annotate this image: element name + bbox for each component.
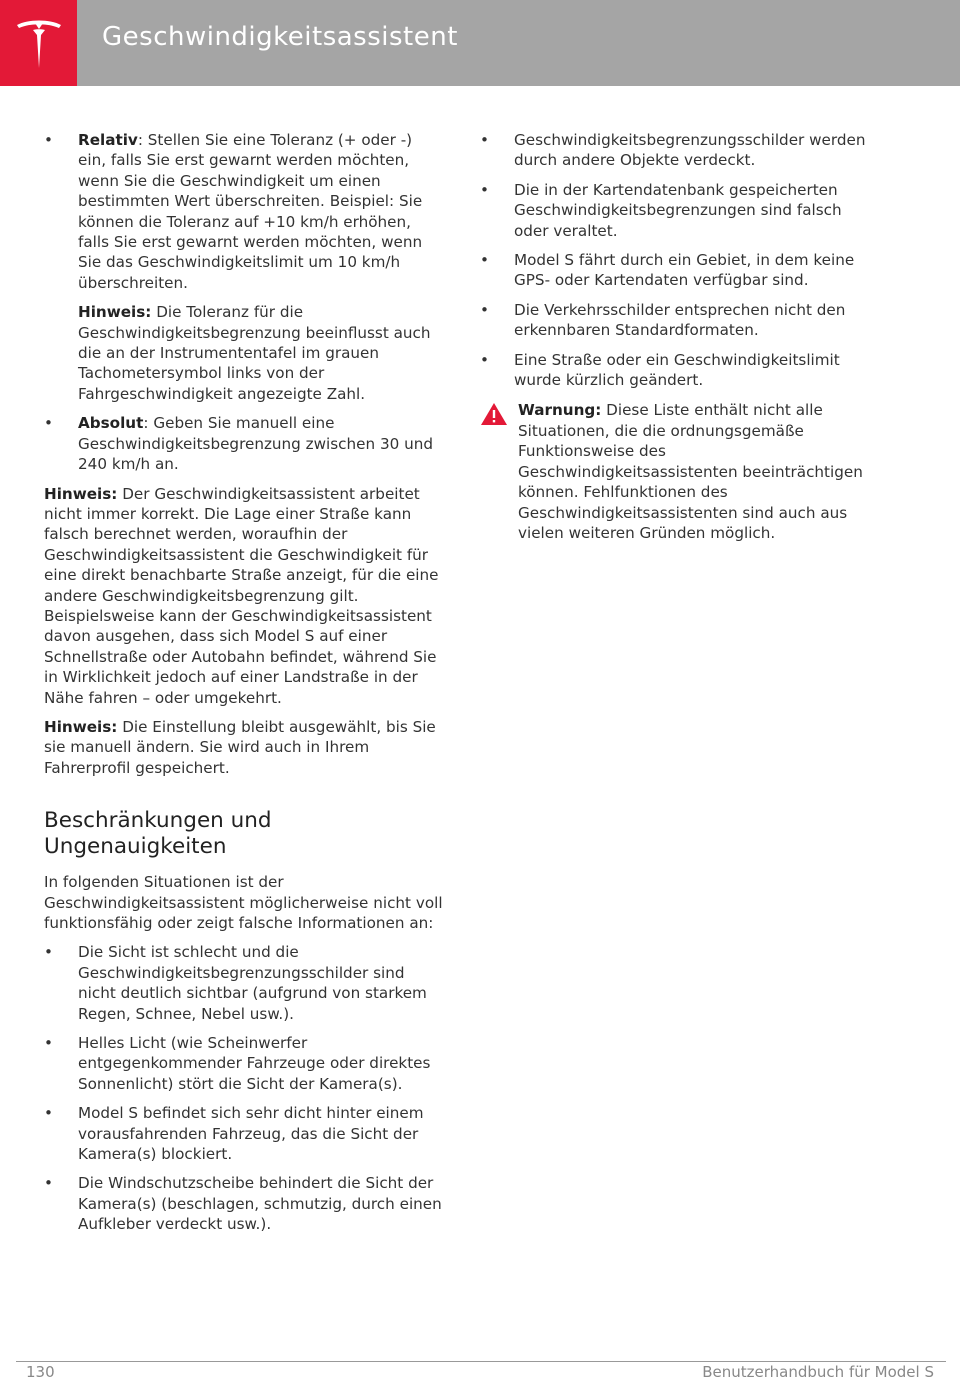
note-label: Hinweis:	[44, 484, 118, 503]
brand-logo	[0, 0, 77, 86]
footer-title: Benutzerhandbuch für Model S	[702, 1363, 934, 1381]
list-item: • Die Windschutzscheibe behindert die Sicht der Kamera(s) (beschlagen, schmutzig, durch einen Aufkleber verdeckt usw.).	[44, 1173, 444, 1234]
list-item	[44, 413, 444, 474]
left-column	[44, 130, 444, 1244]
note-text: Die Toleranz für die Geschwindigkeitsbegrenzung beeinflusst auch die an der Instrumententafel im grauen Tachometersymbol links von der Fahrgeschwindigkeit angezeigte Zahl.	[78, 303, 431, 403]
list-item: • Model S befindet sich sehr dicht hinter einem vorausfahrenden Fahrzeug, das die Sicht der Kamera(s) blockiert.	[44, 1103, 444, 1164]
option-text: : Geben Sie manuell eine Geschwindigkeitsbegrenzung zwischen 30 und 240 km/h an.	[78, 414, 433, 474]
page-header	[0, 0, 960, 86]
tesla-logo-icon	[14, 16, 64, 70]
note-label: Hinweis:	[78, 303, 152, 322]
note	[44, 302, 444, 404]
footer-divider	[16, 1361, 946, 1362]
option-list	[44, 130, 444, 293]
warning-box	[480, 400, 880, 543]
list-item: • Die Sicht ist schlecht und die Geschwindigkeitsbegrenzungsschilder sind nicht deutlich sichtbar (aufgrund von starkem Regen, Schnee, Nebel usw.).	[44, 942, 444, 1024]
list-item: • Helles Licht (wie Scheinwerfer entgegenkommender Fahrzeuge oder direktes Sonnenlicht) stört die Sicht der Kamera(s).	[44, 1033, 444, 1094]
list-item: • Model S fährt durch ein Gebiet, in dem keine GPS- oder Kartendaten verfügbar sind.	[480, 250, 880, 291]
section-intro: In folgenden Situationen ist der Geschwindigkeitsassistent möglicherweise nicht voll funktionsfähig oder zeigt falsche Informationen an:	[44, 873, 443, 932]
option-label: Absolut	[78, 414, 144, 433]
list-item	[44, 130, 444, 293]
option-text: : Stellen Sie eine Toleranz (+ oder -) ein, falls Sie erst gewarnt werden möchten, wenn Sie die Geschwindigkeit um einen bestimmten Wert überschreiten. Beispiel: Sie können die Toleranz auf +10 km/h erhöhen, falls Sie erst gewarnt werden möchten, wenn Sie das Geschwindigkeitslimit um 10 km/h überschreiten.	[78, 131, 423, 292]
list-item: • Die Verkehrsschilder entsprechen nicht den erkennbaren Standardformaten.	[480, 300, 880, 341]
note-label: Hinweis:	[44, 717, 118, 736]
warning-triangle-icon	[480, 402, 508, 426]
warning-text: Diese Liste enthält nicht alle Situationen, die die ordnungsgemäße Funktionsweise des Geschwindigkeitsassistenten beeinträchtigen können. Fehlfunktionen des Geschwindigkeitsassistenten sind auch aus vielen weiteren Gründen möglich.	[518, 401, 863, 542]
list-item: • Geschwindigkeitsbegrenzungsschilder werden durch andere Objekte verdeckt.	[480, 130, 880, 171]
page-title: Geschwindigkeitsassistent	[102, 22, 458, 52]
note	[44, 484, 444, 708]
list-item: • Die in der Kartendatenbank gespeicherten Geschwindigkeitsbegrenzungen sind falsch oder veraltet.	[480, 180, 880, 241]
limitations-list	[480, 130, 880, 390]
limitations-list	[44, 942, 444, 1234]
list-item: • Eine Straße oder ein Geschwindigkeitslimit wurde kürzlich geändert.	[480, 350, 880, 391]
warning-label: Warnung:	[518, 401, 602, 420]
note	[44, 717, 444, 778]
right-column	[480, 130, 880, 543]
page-number: 130	[26, 1363, 55, 1381]
option-list	[44, 413, 444, 474]
section-heading: Beschränkungen und Ungenauigkeiten	[44, 808, 272, 860]
option-label: Relativ	[78, 131, 138, 149]
note-text: Der Geschwindigkeitsassistent arbeitet nicht immer korrekt. Die Lage einer Straße kann falsch berechnet werden, woraufhin der Geschwindigkeitsassistent die Geschwindigkeit für eine direkt benachbarte Straße anzeigt, für die eine andere Geschwindigkeitsbegrenzung gilt. Beispielsweise kann der Geschwindigkeitsassistent davon ausgehen, dass sich Model S auf einer Schnellstraße oder Autobahn befindet, während Sie in Wirklichkeit jedoch auf einer Landstraße in der Nähe fahren – oder umgekehrt.	[44, 484, 439, 707]
note-text: Die Einstellung bleibt ausgewählt, bis Sie sie manuell ändern. Sie wird auch in Ihrem Fahrerprofil gespeichert.	[44, 717, 436, 777]
